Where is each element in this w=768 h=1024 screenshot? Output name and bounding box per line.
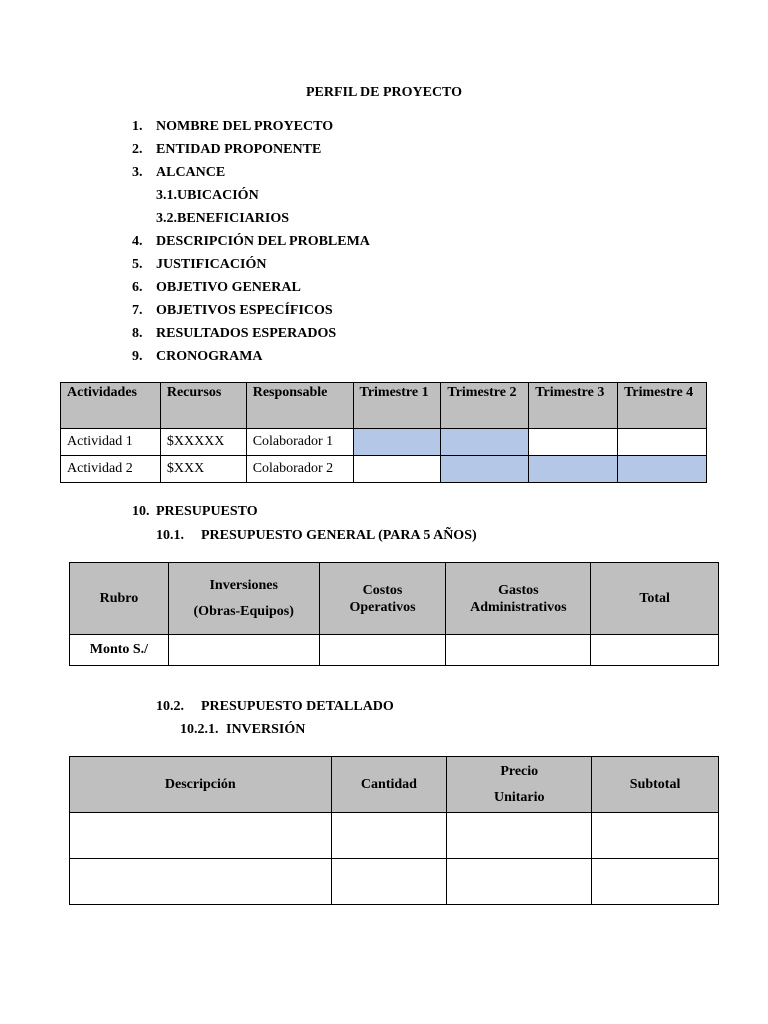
quarter-cell-filled	[618, 456, 707, 483]
header-text: (Obras-Equipos)	[193, 604, 294, 619]
outline-label: BENEFICIARIOS	[177, 211, 290, 226]
quarter-cell-filled	[529, 456, 618, 483]
outline-number: 6.	[132, 280, 143, 295]
resources-cell: $XXXXX	[160, 429, 246, 456]
outline-label: CRONOGRAMA	[156, 349, 263, 364]
schedule-header-cell: Recursos	[160, 383, 246, 429]
section-number: 10.2.1.	[180, 722, 219, 737]
quarter-cell-filled	[353, 429, 441, 456]
table-row	[61, 456, 707, 483]
empty-cell	[331, 813, 447, 859]
general-budget-table	[69, 562, 719, 666]
outline-number: 3.	[132, 165, 143, 180]
header-cell-descripcion: Descripción	[70, 757, 332, 813]
outline-label: JUSTIFICACIÓN	[156, 257, 267, 272]
schedule-header-cell: Actividades	[61, 383, 161, 429]
empty-cell	[70, 813, 332, 859]
schedule-header-row	[61, 383, 707, 429]
outline-label: OBJETIVO GENERAL	[156, 280, 301, 295]
outline-number: 8.	[132, 326, 143, 341]
outline-item	[132, 348, 370, 371]
activity-cell: Actividad 1	[61, 429, 161, 456]
outline-label: NOMBRE DEL PROYECTO	[156, 119, 334, 134]
empty-cell	[331, 859, 447, 905]
schedule-header-cell: Trimestre 1	[353, 383, 441, 429]
header-text: Operativos	[349, 599, 416, 615]
schedule-table	[60, 382, 707, 483]
header-text: Gastos	[498, 582, 539, 598]
header-cell-rubro: Rubro	[70, 563, 169, 635]
outline-item	[132, 256, 370, 279]
empty-cell	[168, 635, 319, 666]
page-title: PERFIL DE PROYECTO	[305, 85, 463, 100]
outline-label: ENTIDAD PROPONENTE	[156, 142, 322, 157]
header-cell-precio	[447, 757, 592, 813]
outline-item	[132, 141, 370, 164]
outline-number: 7.	[132, 303, 143, 318]
section-heading-presupuesto	[132, 504, 258, 520]
outline-item	[132, 118, 370, 141]
header-text: Unitario	[493, 790, 545, 805]
section-label: PRESUPUESTO DETALLADO	[201, 699, 394, 714]
outline-subitem	[132, 187, 370, 210]
section-label: PRESUPUESTO GENERAL (PARA 5 AÑOS)	[201, 528, 477, 543]
empty-cell	[447, 813, 592, 859]
header-text: Costos	[362, 582, 403, 598]
table-row	[70, 859, 719, 905]
section-heading-inversion	[180, 722, 305, 738]
section-heading-general	[156, 528, 477, 544]
header-cell-gastos	[446, 563, 591, 635]
header-cell-costos	[319, 563, 446, 635]
empty-cell	[446, 635, 591, 666]
investment-header-row	[70, 757, 719, 813]
outline-list	[132, 118, 370, 371]
empty-cell	[592, 813, 719, 859]
monto-label-cell: Monto S./	[70, 635, 169, 666]
outline-item	[132, 164, 370, 187]
responsible-cell: Colaborador 1	[246, 429, 353, 456]
responsible-cell: Colaborador 2	[246, 456, 353, 483]
quarter-cell	[529, 429, 618, 456]
resources-cell: $XXX	[160, 456, 246, 483]
header-cell-cantidad: Cantidad	[331, 757, 447, 813]
schedule-header-cell: Trimestre 3	[529, 383, 618, 429]
section-label: PRESUPUESTO	[156, 504, 258, 519]
quarter-cell-filled	[441, 456, 529, 483]
outline-subitem	[132, 210, 370, 233]
outline-label: ALCANCE	[156, 165, 226, 180]
outline-number: 2.	[132, 142, 143, 157]
empty-cell	[70, 859, 332, 905]
section-label: INVERSIÓN	[226, 722, 306, 737]
quarter-cell	[353, 456, 441, 483]
outline-number: 4.	[132, 234, 143, 249]
outline-item	[132, 233, 370, 256]
header-cell-subtotal: Subtotal	[592, 757, 719, 813]
outline-number: 9.	[132, 349, 143, 364]
empty-cell	[319, 635, 446, 666]
quarter-cell-filled	[441, 429, 529, 456]
schedule-header-cell: Trimestre 2	[441, 383, 529, 429]
outline-label: DESCRIPCIÓN DEL PROBLEMA	[156, 234, 370, 249]
section-number: 10.	[132, 504, 150, 519]
activity-cell: Actividad 2	[61, 456, 161, 483]
outline-item	[132, 279, 370, 302]
empty-cell	[592, 859, 719, 905]
quarter-cell	[618, 429, 707, 456]
outline-number: 1.	[132, 119, 143, 134]
table-row	[61, 429, 707, 456]
section-number: 10.1.	[156, 528, 184, 543]
outline-label: UBICACIÓN	[177, 188, 259, 203]
outline-number: 3.1.	[156, 188, 177, 203]
empty-cell	[591, 635, 719, 666]
general-budget-header-row	[70, 563, 719, 635]
section-heading-detallado	[156, 699, 394, 715]
table-row	[70, 635, 719, 666]
section-number: 10.2.	[156, 699, 184, 714]
empty-cell	[447, 859, 592, 905]
investment-table	[69, 756, 719, 905]
outline-label: RESULTADOS ESPERADOS	[156, 326, 337, 341]
header-text: Precio	[500, 764, 539, 779]
outline-item	[132, 302, 370, 325]
schedule-header-cell: Trimestre 4	[618, 383, 707, 429]
header-text: Administrativos	[470, 599, 567, 615]
header-cell-inversiones	[168, 563, 319, 635]
outline-item	[132, 325, 370, 348]
outline-label: OBJETIVOS ESPECÍFICOS	[156, 303, 333, 318]
outline-number: 5.	[132, 257, 143, 272]
table-row	[70, 813, 719, 859]
outline-number: 3.2.	[156, 211, 177, 226]
header-text: Inversiones	[209, 578, 278, 593]
schedule-header-cell: Responsable	[246, 383, 353, 429]
header-cell-total: Total	[591, 563, 719, 635]
